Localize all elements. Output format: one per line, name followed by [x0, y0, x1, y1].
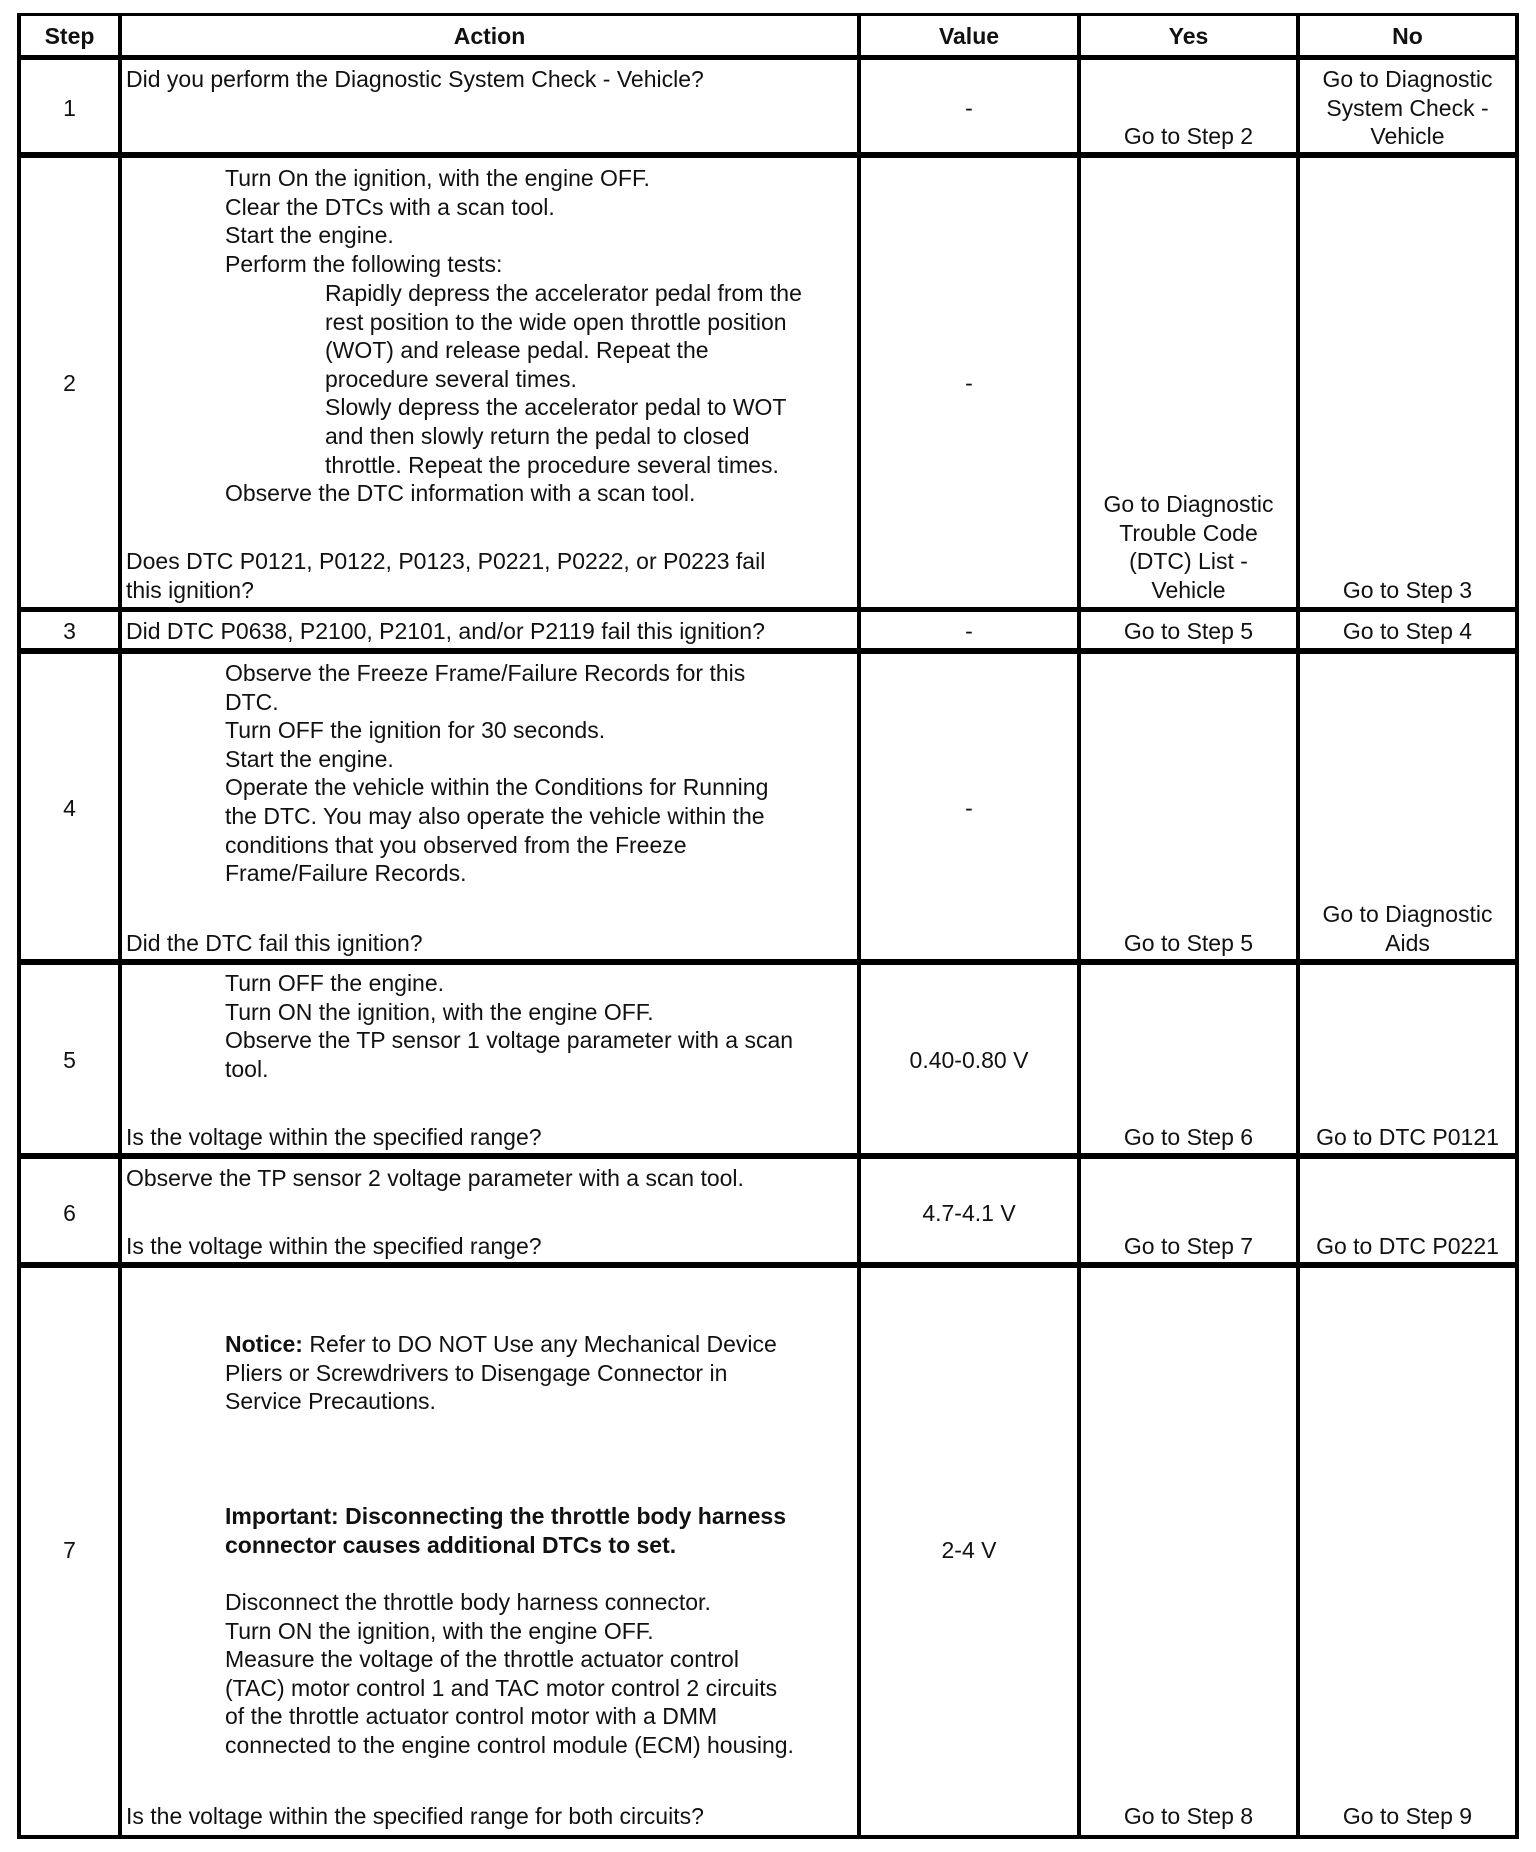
yes-line: Vehicle — [1151, 576, 1226, 603]
value-6: 4.7-4.1 V — [922, 1200, 1016, 1226]
row-divider-4 — [17, 959, 1519, 965]
action-line: Disconnect the throttle body harness connector. — [225, 1589, 711, 1615]
action-line: (WOT) and release pedal. Repeat the — [325, 337, 709, 364]
action-line: Start the engine. — [225, 222, 394, 249]
value-4: - — [965, 795, 973, 821]
action-substeps-2 — [325, 279, 802, 479]
action-line — [225, 1330, 777, 1359]
notice-block — [225, 1330, 777, 1416]
action-line: Observe the TP sensor 1 voltage parameter with a scan — [225, 1027, 794, 1054]
action-line: Operate the vehicle within the Conditions for Running — [225, 774, 769, 801]
yes-link-5[interactable]: Go to Step 6 — [1123, 1124, 1254, 1150]
no-line: Vehicle — [1370, 123, 1445, 150]
table-border-top — [17, 13, 1519, 16]
step-number-2: 2 — [63, 370, 76, 396]
no-link-3[interactable]: Go to Step 4 — [1342, 618, 1473, 644]
action-line: of the throttle actuator control motor with a DMM — [225, 1703, 718, 1730]
action-line: Slowly depress the accelerator pedal to WOT — [325, 394, 787, 421]
action-observe-2 — [225, 479, 695, 508]
action-line: Did the DTC fail this ignition? — [126, 930, 423, 956]
column-divider-value — [1077, 13, 1081, 1839]
value-2: - — [965, 370, 973, 396]
yes-link-1[interactable]: Go to Step 2 — [1123, 123, 1254, 149]
header-step: Step — [44, 23, 95, 49]
step-number-1: 1 — [63, 95, 76, 121]
action-line: Observe the TP sensor 2 voltage parameter with a scan tool. — [126, 1165, 744, 1191]
action-line: and then slowly return the pedal to closed — [325, 422, 750, 449]
action-steps-7 — [225, 1588, 794, 1760]
action-line: connector causes additional DTCs to set. — [225, 1531, 677, 1558]
no-line: Go to Diagnostic — [1322, 901, 1493, 927]
action-line: the DTC. You may also operate the vehicle within the — [225, 802, 765, 829]
action-line: Measure the voltage of the throttle actuator control — [225, 1646, 739, 1673]
action-line: Observe the Freeze Frame/Failure Records for this — [225, 660, 746, 686]
header-value: Value — [938, 23, 1000, 49]
no-link-1[interactable] — [1300, 65, 1515, 151]
step-number-5: 5 — [63, 1047, 76, 1073]
action-line: Frame/Failure Records. — [225, 860, 467, 887]
yes-line: Trouble Code — [1119, 519, 1258, 546]
action-question-7 — [126, 1802, 704, 1831]
action-line: connected to the engine control module (ECM) housing. — [225, 1731, 794, 1758]
table-border-right — [1515, 13, 1519, 1839]
no-link-2[interactable]: Go to Step 3 — [1342, 577, 1473, 603]
row-divider-2 — [17, 607, 1519, 612]
value-5: 0.40-0.80 V — [909, 1047, 1029, 1073]
yes-link-6[interactable]: Go to Step 7 — [1123, 1233, 1254, 1259]
action-line: Service Precautions. — [225, 1388, 436, 1415]
no-line: Aids — [1385, 929, 1430, 956]
action-line: Turn ON the ignition, with the engine OFF. — [225, 998, 654, 1025]
notice-text: Refer to DO NOT Use any Mechanical Device — [302, 1331, 777, 1357]
header-action: Action — [453, 23, 526, 49]
action-line: Is the voltage within the specified range? — [126, 1233, 542, 1259]
action-line: rest position to the wide open throttle position — [325, 308, 787, 335]
no-line: System Check - — [1326, 94, 1489, 121]
action-question-6 — [126, 1232, 542, 1261]
no-link-5[interactable]: Go to DTC P0121 — [1316, 1124, 1499, 1150]
value-1: - — [965, 95, 973, 121]
action-question-3 — [126, 617, 765, 646]
action-line: Did DTC P0638, P2100, P2101, and/or P2119 fail this ignition? — [126, 618, 765, 644]
action-line: Turn On the ignition, with the engine OFF. — [225, 165, 650, 191]
action-line: Rapidly depress the accelerator pedal from the — [325, 280, 802, 306]
row-divider-3 — [17, 648, 1519, 654]
action-line: (TAC) motor control 1 and TAC motor control 2 circuits — [225, 1674, 778, 1701]
action-question-2 — [126, 547, 765, 604]
no-link-6[interactable]: Go to DTC P0221 — [1316, 1233, 1499, 1259]
action-line: procedure several times. — [325, 365, 577, 392]
action-line: this ignition? — [126, 576, 254, 603]
header-no: No — [1392, 23, 1423, 49]
action-question-1 — [126, 65, 704, 94]
value-7: 2-4 V — [941, 1537, 997, 1563]
action-line: Important: Disconnecting the throttle body harness — [225, 1503, 786, 1529]
action-line: DTC. — [225, 688, 279, 715]
action-line: Clear the DTCs with a scan tool. — [225, 193, 555, 220]
table-border-bottom — [17, 1835, 1519, 1839]
action-question-4 — [126, 929, 423, 958]
action-line: Did you perform the Diagnostic System Check - Vehicle? — [126, 66, 704, 92]
important-block — [225, 1502, 786, 1559]
value-3: - — [965, 618, 973, 644]
column-divider-action — [857, 13, 861, 1839]
action-steps-5 — [225, 969, 793, 1083]
no-link-4[interactable] — [1300, 900, 1515, 957]
yes-line: Go to Diagnostic — [1103, 491, 1274, 517]
yes-link-7[interactable]: Go to Step 8 — [1123, 1803, 1254, 1829]
action-line: tool. — [225, 1055, 269, 1082]
action-line: Is the voltage within the specified range? — [126, 1124, 542, 1150]
yes-link-2[interactable] — [1081, 490, 1296, 604]
action-line: throttle. Repeat the procedure several times. — [325, 451, 779, 478]
row-divider-5 — [17, 1153, 1519, 1159]
header-yes: Yes — [1168, 23, 1209, 49]
action-line: Turn OFF the engine. — [225, 970, 445, 996]
action-question-5 — [126, 1123, 542, 1152]
step-number-3: 3 — [63, 618, 76, 644]
table-border-left — [17, 13, 21, 1839]
action-steps-6 — [126, 1164, 744, 1193]
column-divider-step — [118, 13, 122, 1839]
action-line: Observe the DTC information with a scan tool. — [225, 480, 696, 506]
yes-link-4[interactable]: Go to Step 5 — [1123, 930, 1254, 956]
step-number-7: 7 — [63, 1537, 76, 1563]
step-number-4: 4 — [63, 795, 76, 821]
step-number-6: 6 — [63, 1200, 76, 1226]
action-line: Is the voltage within the specified range for both circuits? — [126, 1803, 704, 1829]
action-line: Does DTC P0121, P0122, P0123, P0221, P0222, or P0223 fail — [126, 548, 766, 574]
no-line: Go to Diagnostic — [1322, 66, 1493, 92]
action-line: Start the engine. — [225, 745, 394, 772]
action-line: Turn ON the ignition, with the engine OFF. — [225, 1617, 654, 1644]
action-line: Pliers or Screwdrivers to Disengage Connector in — [225, 1359, 728, 1386]
yes-link-3[interactable]: Go to Step 5 — [1123, 618, 1254, 644]
action-steps-2 — [225, 164, 650, 278]
notice-label: Notice: — [225, 1331, 303, 1357]
action-line: conditions that you observed from the Freeze — [225, 831, 687, 858]
header-divider — [17, 55, 1519, 60]
yes-line: (DTC) List - — [1129, 548, 1248, 575]
no-link-7[interactable]: Go to Step 9 — [1342, 1803, 1473, 1829]
action-line: Perform the following tests: — [225, 250, 503, 277]
action-steps-4 — [225, 659, 768, 888]
row-divider-6 — [17, 1262, 1519, 1268]
row-divider-1 — [17, 152, 1519, 158]
action-line: Turn OFF the ignition for 30 seconds. — [225, 717, 606, 744]
